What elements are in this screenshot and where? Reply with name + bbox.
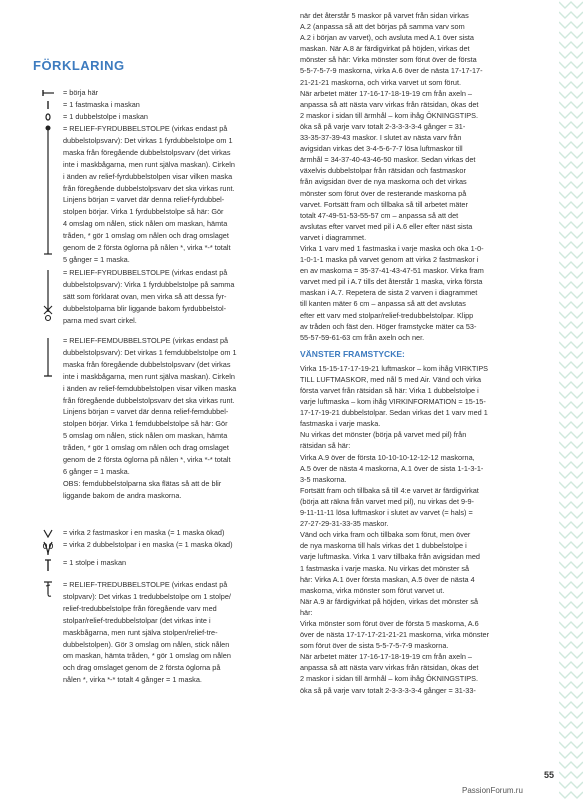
legend-text: = RELIEF-FEMDUBBELSTOLPE (virkas endast på dubbelstolpsvarv): Det virkas 1 femdubbelstolpe om 1 maska från föregående dubbelstolpsvarv (det virkas inte i maskbågarna, men runt själva maskan). Cirkeln i änden av relief-femdubbelstolpen visar vilken maska från föregående dubbelstolpsvarv det ska virkas runt. Linjens början = varvet där denna relief-femdubbel- stolpen börjar. Virka 1 femdubbelstolpe så här: Gör 5 omslag om nålen, stick nålen om maskan, hämta tråden, * gör 1 omslag om nålen och drag omslaget genom de 2 första öglorna på nålen *, virka *-* totalt 6 gånger = 1 maska. OBS: femdubbelstolparna ska flätas så att de blir liggande bakom de andra maskorna. xyxy=(63,336,237,500)
legend-text: = RELIEF-TREDUBBELSTOLPE (virkas endast på stolpvarv): Det virkas 1 tredubbelstolpe om 1 stolpe/ relief-tredubbelstolpe från föregående varv med stolpar/relief-tredubbelstolpar (det virkas inte i maskbågarna, men runt själva stolpen/relief-tre- dubbelstolpen). Gör 3 omslag om nålen, stick nålen om maskan, hämta tråden, * gör 1 omslag om nålen och drag omslaget genom de 2 första öglorna på nålen *, virka *-* totalt 4 gånger = 1 maska. xyxy=(63,580,231,685)
relief-bp-quad-icon xyxy=(33,267,63,324)
single-crochet-icon xyxy=(33,99,63,110)
watermark: PassionForum.ru xyxy=(462,786,523,795)
legend-text: = 1 stolpe i maskan xyxy=(63,558,127,567)
legend-text: = RELIEF-FYRDUBBELSTOLPE (virkas endast på dubbelstolpsvarv): Virka 1 fyrdubbelstolpe på samma sätt som förklarat ovan, men virka så att dessa fyr- dubbelstolparna blir liggande bakom fyrdubbelstol- parna med svart cirkel. xyxy=(63,268,235,325)
legend-item-relief-fp-quad xyxy=(33,123,283,267)
instructions-paragraph: Virka 15-15-17-17-19-21 luftmaskor – kom ihåg VIRKTIPS TILL LUFTMASKOR, med nål 5 med Air. Vänd och virka första varvet från rätsidan så här: Virka 1 dubbelstolpe i varje luftmaska – kom ihåg VIRKINFORMATION = 15-15- 17-17-19-21 dubbelstolpar. Sedan virkas det 1 varv med 1 fastmaska i varje maska. Nu virkas det mönster (börja på varvet med pil) från rätsidan så här: Virka A.9 över de första 10-10-10-12-12-12 maskorna, A.5 över de nästa 4 maskorna, A.1 över de sista 1-1-3-1- 3-5 maskorna. Fortsätt fram och tillbaka så till 4:e varvet är färdigvirkat (börja att räkna från varvet med pil), nu virkas det 9-9- 9-11-11-11 lösa luftmaskor i slutet av varvet (= hals) = 27-27-29-31-33-35 maskor. Vänd och virka fram och tillbaka som förut, men över de nya maskorna till hals virkas det 1 dubbelstolpe i varje luftmaska. Virka 1 varv tillbaka från avigsidan med 1 fastmaska i varje maska. Nu virkas det mönster så här: Virka A.1 över första maskan, A.5 över de nästa 4 maskorna, virka mönster som förut varvet ut. När A.9 är färdigvirkat på höjden, virkas det mönster så här: Virka mönster som förut över de första 5 maskorna, A.6 över de nästa 17-17-17-21-21-21 maskorna, virka mönster som förut över de sista 5-5-7-5-7-9 maskorna. När arbetet mäter 17-16-17-18-19-19 cm från axeln – anpassa så att nästa varv virkas från rätsidan, ökas det 2 maskor i sidan till ärmhål – kom ihåg ÖKNINGSTIPS. öka så på varje varv totalt 2-3-3-3-3-4 gånger = 31-33- xyxy=(300,363,490,695)
dc-increase-icon xyxy=(33,539,63,556)
legend-text: = RELIEF-FYRDUBBELSTOLPE (virkas endast på dubbelstolpsvarv): Det virkas 1 fyrdubbelstolpe om 1 maska från föregående dubbelstolpsvarv (det virkas inte i maskbågarna, men runt själva maskan). Cirkeln i änden av relief-fyrdubbelstolpen visar vilken maska från föregående dubbelstolpsvarv det ska virkas runt. Linjens början = varvet där denna relief-fyrdubbel- stolpen börjar. Virka 1 fyrdubbelstolpe så här: Gör 4 omslag om nålen, stick nålen om maskan, hämta tråden, * gör 1 omslag om nålen och drag omslaget genom de 2 första öglorna på nålen *, virka *-* totalt 5 gånger = 1 maska. xyxy=(63,124,235,264)
legend-text: = virka 2 dubbelstolpar i en maska (= 1 maska ökad) xyxy=(63,540,233,549)
legend-item-relief-quint xyxy=(33,335,283,527)
legend-item-relief-bp-quad xyxy=(33,267,283,335)
instructions-column xyxy=(300,10,518,696)
relief-triple-icon xyxy=(33,579,63,598)
decorative-edge-pattern xyxy=(559,0,583,800)
legend-column xyxy=(33,58,283,689)
instructions-paragraph: när det återstår 5 maskor på varvet från sidan virkas A.2 (anpassa så att det börjas på samma varv som A.2 i början av varvet), och avsluta med A.1 över sista maskan. När A.8 är färdigvirkat på höjden, virkas det mönster så här: Virka mönster som förut över de första 5-5-7-5-7-9 maskorna, virka A.6 över de nästa 17-17-17- 21-21-21 maskorna, och virka varvet ut som förut. När arbetet mäter 17-16-17-18-19-19 cm från axeln – anpassa så att nästa varv virkas från rätsidan, ökas det 2 maskor i sidan till ärmhål – kom ihåg ÖKNINGSTIPS. öka så på varje varv totalt 2-3-3-3-3-4 gånger = 31- 33-35-37-39-43 maskor. I slutet av nästa varv från avigsidan virkas det 3-4-5-6-7-7 lösa luftmaskor till ärmhål = 34-37-40-43-46-50 maskor. Sedan virkas det växelvis dubbelstolpar från rätsidan och fastmaskor från avigsidan över de nya maskorna och det virkas mönster som förut över de resterande maskorna på varvet. Fortsätt fram och tillbaka så till arbetet mäter totalt 47-49-51-53-55-57 cm – anpassa så att det avslutas efter varvet med pil i A.6 eller efter näst sista varvet i diagrammet. Virka 1 varv med 1 fastmaska i varje maska och öka 1-0- 1-0-1-1 maska på varvet genom att virka 2 fastmaskor i en av maskorna = 35-37-41-43-47-51 maskor. Virka fram varvet med pil i A.7 tills det återstår 1 maska, virka första maskan i A.7. Repetera de sista 2 varven i diagrammet till kanten mäter 6 cm – anpassa så att det avslutas efter ett varv med stolpar/relief-tredubbelstolpar. Klipp av tråden och fäst den. Höger framstycke mäter ca 53- 55-57-59-61-63 cm från axeln och ner. xyxy=(300,11,484,342)
legend-item-dc-increase xyxy=(33,539,283,557)
legend-text: = virka 2 fastmaskor i en maska (= 1 maska ökad) xyxy=(63,528,225,537)
legend-heading: FÖRKLARING xyxy=(33,58,125,73)
double-crochet-icon xyxy=(33,111,63,122)
legend-item-start xyxy=(33,87,283,99)
relief-fp-quad-icon xyxy=(33,123,63,264)
legend-item-sc-increase xyxy=(33,527,283,539)
section-heading-left-front: VÄNSTER FRAMSTYCKE: xyxy=(300,348,405,359)
sc-increase-icon xyxy=(33,527,63,538)
legend-text: = 1 fastmaska i maskan xyxy=(63,100,140,109)
legend-item-half-treble xyxy=(33,557,283,579)
legend-item-relief-triple xyxy=(33,579,283,689)
legend-text: = börja här xyxy=(63,88,99,97)
relief-quint-icon xyxy=(33,335,63,386)
half-treble-icon xyxy=(33,557,63,572)
chain-start-icon xyxy=(33,87,63,98)
page-number: 55 xyxy=(544,770,555,780)
legend-text: = 1 dubbelstolpe i maskan xyxy=(63,112,148,121)
legend-item-dc xyxy=(33,111,283,123)
legend-item-sc xyxy=(33,99,283,111)
